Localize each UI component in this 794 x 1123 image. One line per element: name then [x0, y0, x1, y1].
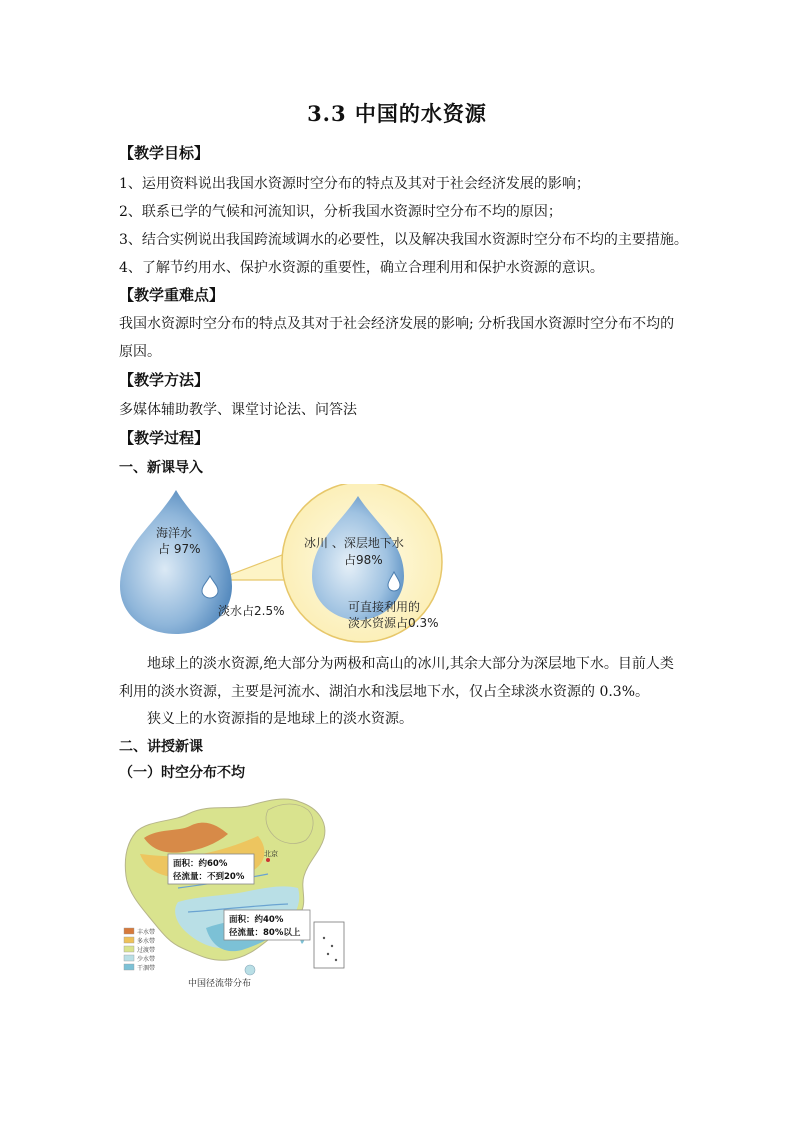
south-sea-inset — [314, 922, 344, 968]
area-box-northwest-line-2: 径流量：不到20% — [173, 872, 245, 882]
key-points-line-1: 我国水资源时空分布的特点及其对于社会经济发展的影响; 分析我国水资源时空分布不均的 — [119, 316, 675, 332]
process-heading: 【教学过程】 — [119, 429, 210, 447]
ocean-label-line-1: 海洋水 — [156, 526, 193, 540]
area-box-southeast-line-2: 径流量：80%以上 — [229, 928, 301, 938]
legend-label: 过渡带 — [137, 947, 156, 954]
method-heading: 【教学方法】 — [119, 371, 210, 389]
key-points-line-2: 原因。 — [119, 344, 161, 360]
ocean-water-drop — [120, 490, 232, 634]
legend-swatch — [124, 955, 134, 961]
paragraph-1-line-1: 地球上的淡水资源,绝大部分为两极和高山的冰川,其余大部分为深层地下水。目前人类 — [147, 656, 674, 672]
city-beijing-dot — [266, 858, 270, 862]
legend-label: 丰水带 — [137, 929, 156, 936]
hainan-island — [245, 965, 255, 975]
legend-swatch — [124, 937, 134, 943]
legend-label: 少水带 — [137, 956, 156, 963]
city-beijing-label: 北京 — [264, 850, 278, 858]
area-box-northwest-line-1: 面积：约60% — [173, 859, 228, 869]
goal-item-2: 2、联系已学的气候和河流知识，分析我国水资源时空分布不均的原因； — [119, 204, 562, 220]
goals-heading: 【教学目标】 — [119, 144, 210, 162]
legend-swatch — [124, 946, 134, 952]
area-box-southeast-line-1: 面积：约40% — [229, 915, 284, 925]
step-1-title: 一、新课导入 — [119, 460, 203, 476]
usable-label-line-2: 淡水资源占0.3% — [348, 616, 439, 630]
china-runoff-map — [118, 792, 348, 992]
legend-label: 多水带 — [137, 938, 156, 945]
map-caption: 中国径流带分布 — [188, 979, 252, 989]
subsection-1-title: （一）时空分布不均 — [119, 765, 245, 781]
ocean-label-line-2: 占 97% — [158, 542, 201, 556]
paragraph-2: 狭义上的水资源指的是地球上的淡水资源。 — [147, 711, 413, 727]
goal-item-1: 1、运用资料说出我国水资源时空分布的特点及其对于社会经济发展的影响； — [119, 176, 590, 192]
water-distribution-figure — [118, 484, 448, 644]
fresh-water-label: 淡水占2.5% — [218, 604, 285, 618]
glacier-label-line-2: 占98% — [344, 553, 383, 567]
glacier-label-line-1: 冰川 、深层地下水 — [304, 536, 404, 550]
goal-item-4: 4、了解节约用水、保护水资源的重要性，确立合理利用和保护水资源的意识。 — [119, 260, 604, 276]
method-text: 多媒体辅助教学、课堂讨论法、问答法 — [119, 402, 357, 418]
legend-swatch — [124, 964, 134, 970]
legend-swatch — [124, 928, 134, 934]
key-points-heading: 【教学重难点】 — [119, 286, 225, 304]
usable-label-line-1: 可直接利用的 — [348, 600, 421, 614]
goal-item-3: 3、结合实例说出我国跨流域调水的必要性，以及解决我国水资源时空分布不均的主要措施。 — [119, 232, 688, 248]
page-title: 3.3 中国的水资源 — [307, 101, 487, 126]
legend-label: 干涸带 — [137, 965, 156, 972]
step-2-title: 二、讲授新课 — [119, 739, 203, 755]
paragraph-1-line-2: 利用的淡水资源，主要是河流水、湖泊水和浅层地下水，仅占全球淡水资源的 0.3%。 — [119, 684, 650, 700]
